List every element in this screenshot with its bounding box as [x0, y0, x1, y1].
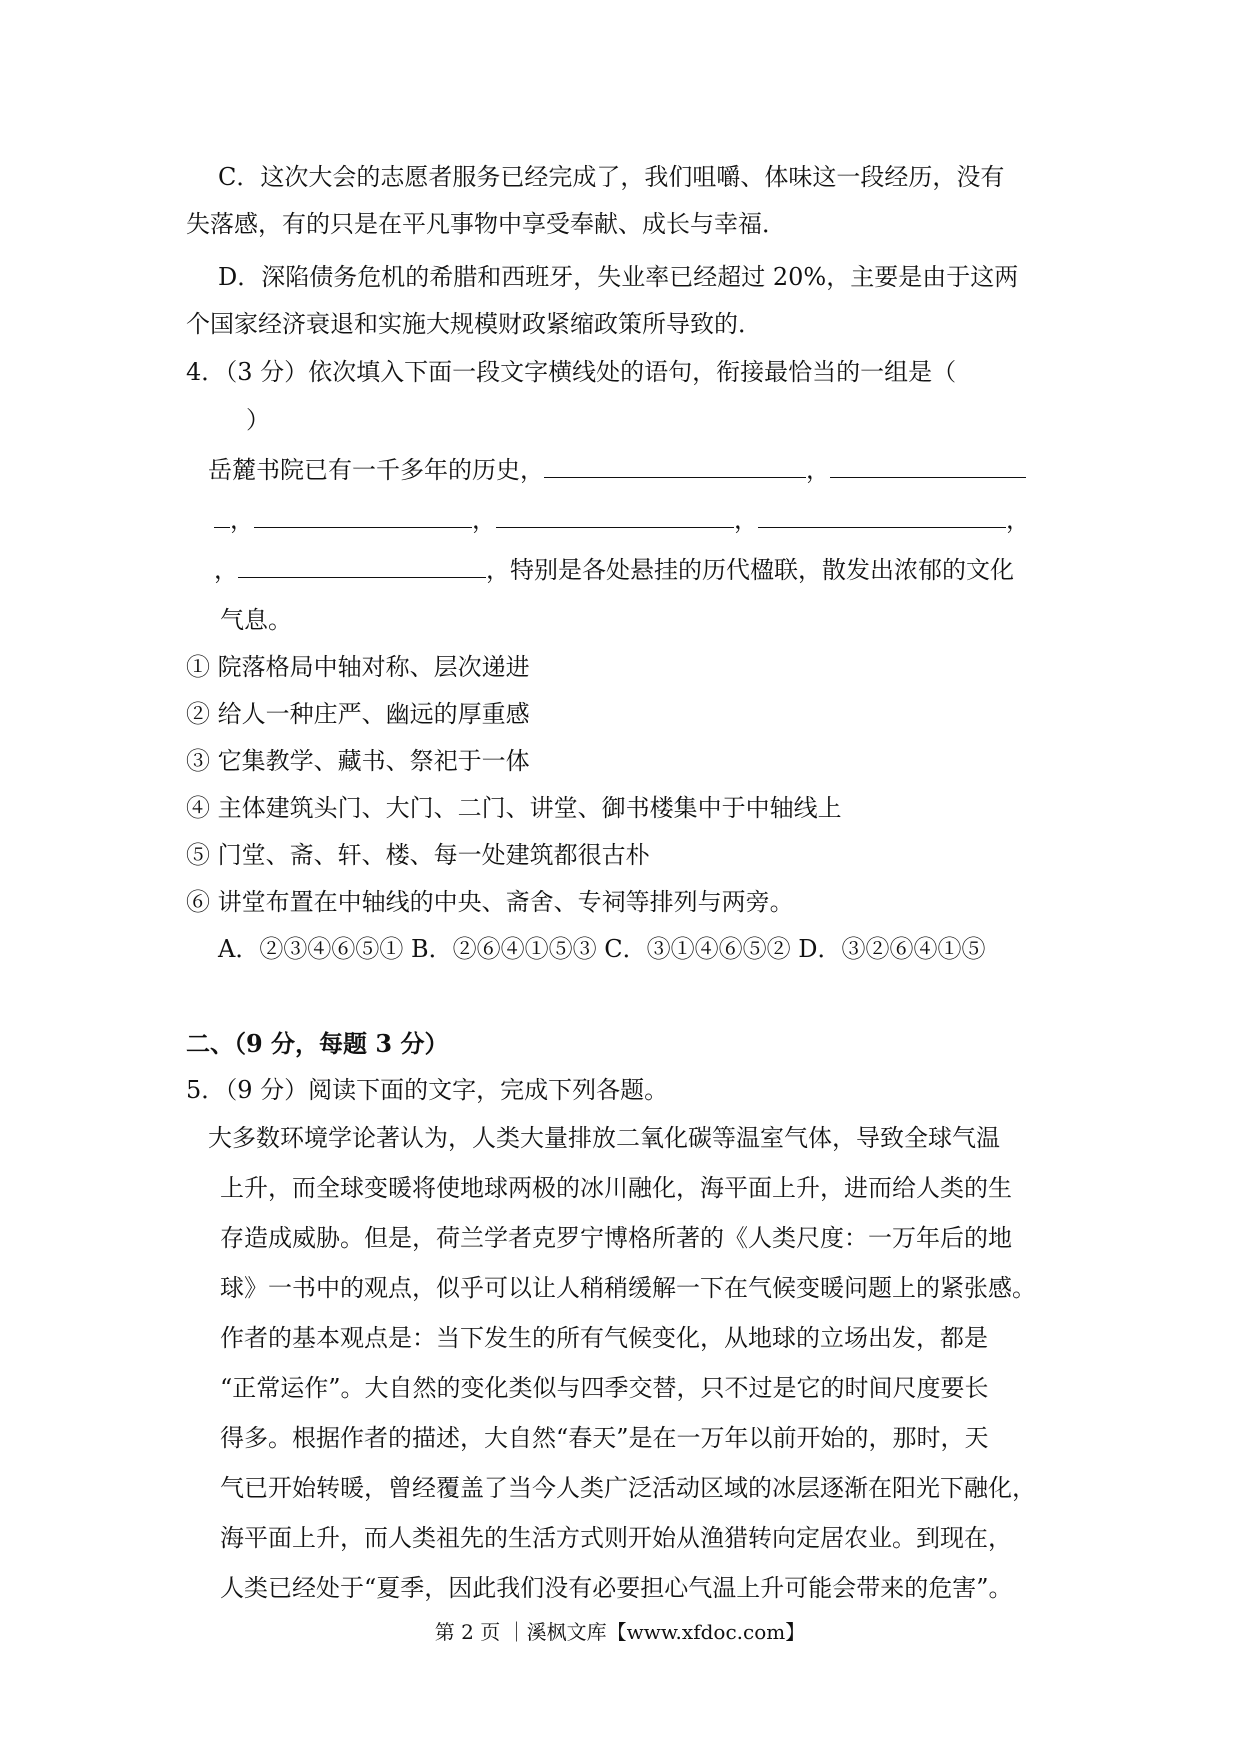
comma: ，	[734, 506, 758, 534]
q3-option-d-line1: D．深陷债务危机的希腊和西班牙，失业率已经超过 20%，主要是由于这两	[218, 263, 1019, 291]
answer-blank-4[interactable]	[496, 505, 734, 528]
q5-passage-line: 大多数环境学论著认为，人类大量排放二氧化碳等温室气体，导致全球气温	[208, 1124, 1000, 1152]
q3-option-c-line1: C．这次大会的志愿者服务已经完成了，我们咀嚼、体味这一段经历，没有	[218, 163, 1005, 191]
q5-passage-line: 球》一书中的观点，似乎可以让人稍稍缓解一下在气候变暖问题上的紧张感。	[220, 1274, 1036, 1302]
answer-blank-2[interactable]	[830, 455, 1026, 478]
comma: ，	[806, 456, 830, 484]
q5-passage-line: 气已开始转暖，曾经覆盖了当今人类广泛活动区域的冰层逐渐在阳光下融化，	[220, 1474, 1036, 1502]
q3-option-d-line2: 个国家经济衰退和实施大规模财政紧缩政策所导致的．	[186, 310, 762, 338]
q4-item-5: ⑤ 门堂、斋、轩、楼、每一处建筑都很古朴	[186, 841, 650, 869]
q5-passage-line: 作者的基本观点是：当下发生的所有气候变化，从地球的立场出发，都是	[220, 1324, 988, 1352]
comma: ，	[472, 506, 496, 534]
q4-passage-line2	[214, 503, 1030, 537]
comma: ，	[1006, 506, 1030, 534]
q4-stem-line2: ）	[246, 406, 270, 434]
q5-passage-line: 存造成威胁。但是，荷兰学者克罗宁博格所著的《人类尺度：一万年后的地	[220, 1224, 1012, 1252]
comma: ，	[230, 506, 254, 534]
q5-passage-line: 人类已经处于“夏季，因此我们没有必要担心气温上升可能会带来的危害”。	[220, 1574, 1013, 1602]
q4-passage-line4: 气息。	[220, 606, 292, 634]
q4-passage-line1	[208, 453, 1026, 487]
q4-item-3: ③ 它集教学、藏书、祭祀于一体	[186, 747, 530, 775]
q5-passage-line: 得多。根据作者的描述，大自然“春天”是在一万年以前开始的，那时，天	[220, 1424, 989, 1452]
q3-option-c-line2: 失落感，有的只是在平凡事物中享受奉献、成长与幸福．	[186, 210, 786, 238]
q5-passage-line: 上升，而全球变暖将使地球两极的冰川融化，海平面上升，进而给人类的生	[220, 1174, 1012, 1202]
answer-blank-6[interactable]	[238, 555, 486, 578]
page-footer: 第 2 页 ｜溪枫文库【www.xfdoc.com】	[434, 1620, 806, 1644]
q4-passage-end: ，特别是各处悬挂的历代楹联，散发出浓郁的文化	[486, 556, 1014, 584]
q4-item-2: ② 给人一种庄严、幽远的厚重感	[186, 700, 530, 728]
q4-passage-line3	[214, 553, 1014, 587]
q4-item-1: ① 院落格局中轴对称、层次递进	[186, 653, 530, 681]
q4-passage-start: 岳麓书院已有一千多年的历史，	[208, 456, 544, 484]
q5-passage-line: 海平面上升，而人类祖先的生活方式则开始从渔猎转向定居农业。到现在，	[220, 1524, 1012, 1552]
section-heading: 二、（9 分，每题 3 分）	[186, 1029, 449, 1058]
answer-blank-2-cont[interactable]	[214, 505, 230, 528]
comma: ，	[214, 556, 238, 584]
q4-item-4: ④ 主体建筑头门、大门、二门、讲堂、御书楼集中于中轴线上	[186, 794, 842, 822]
q4-item-6: ⑥ 讲堂布置在中轴线的中央、斋舍、专祠等排列与两旁。	[186, 888, 794, 916]
answer-blank-5[interactable]	[758, 505, 1006, 528]
q4-stem-line1: 4．（3 分）依次填入下面一段文字横线处的语句，衔接最恰当的一组是（	[186, 358, 957, 386]
answer-blank-1[interactable]	[544, 455, 806, 478]
q4-answer-options: A．②③④⑥⑤① B．②⑥④①⑤③ C．③①④⑥⑤② D．③②⑥④①⑤	[218, 935, 986, 963]
q5-stem: 5．（9 分）阅读下面的文字，完成下列各题。	[186, 1076, 669, 1104]
q5-passage-line: “正常运作”。大自然的变化类似与四季交替，只不过是它的时间尺度要长	[220, 1374, 989, 1402]
answer-blank-3[interactable]	[254, 505, 472, 528]
